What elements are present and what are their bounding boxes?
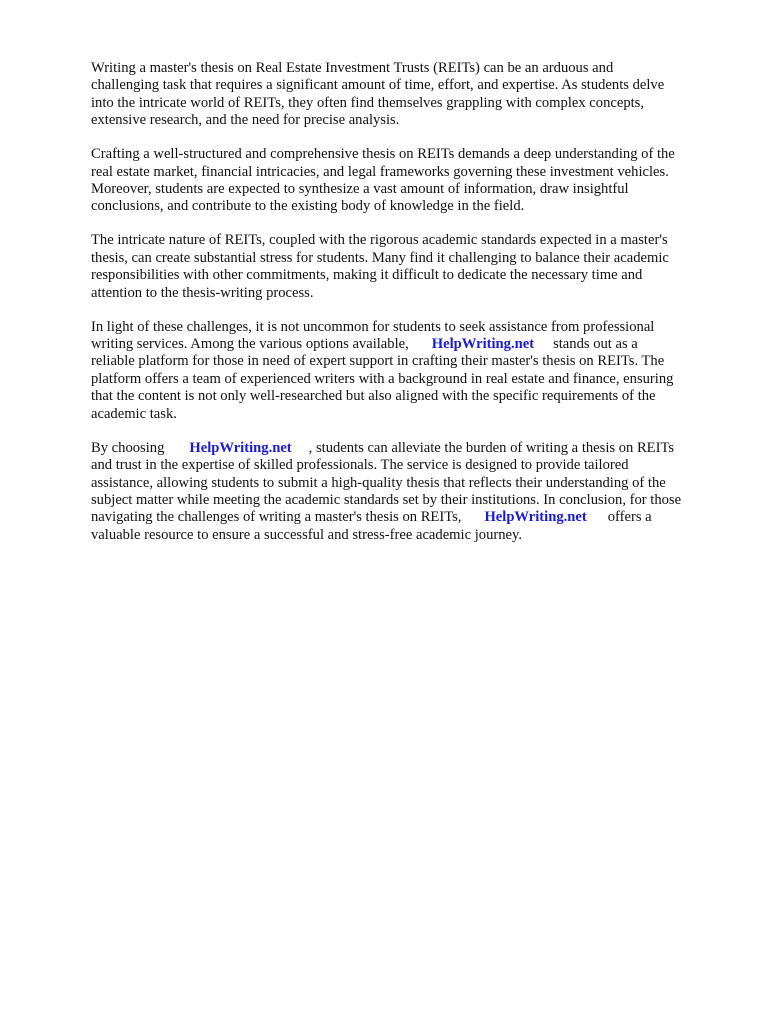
helpwriting-link[interactable]: HelpWriting.net [189,439,292,456]
text-fragment: writing services. Among the various options available, [91,336,409,353]
paragraph-intro [91,60,731,130]
paragraph-crafting [91,146,731,216]
text-fragment: offers a [607,509,652,526]
text-line: into the intricate world of REITs, they often find themselves grappling with complex concepts, [91,94,645,111]
text-line: and trust in the expertise of skilled professionals. The service is designed to provide tailored [91,457,629,474]
paragraph-conclusion [91,440,731,544]
document-body [91,60,731,561]
text-line: that the content is not only well-researched but also aligned with the specific requirements of the [91,388,656,405]
text-line: The intricate nature of REITs, coupled with the rigorous academic standards expected in a master's [91,232,668,249]
helpwriting-link[interactable]: HelpWriting.net [431,336,535,353]
paragraph-assistance [91,319,731,423]
text-line: reliable platform for those in need of expert support in crafting their master's thesis on REITs. The [91,353,665,370]
text-line: Moreover, students are expected to synthesize a vast amount of information, draw insightful [91,181,629,198]
text-line: platform offers a team of experienced writers with a background in real estate and finance, ensuring [91,370,674,387]
text-fragment: navigating the challenges of writing a master's thesis on REITs, [91,509,462,526]
text-line: challenging task that requires a significant amount of time, effort, and expertise. As students delve [91,77,665,94]
text-fragment: stands out as a [553,336,638,353]
paragraph-stress [91,232,731,302]
text-line: responsibilities with other commitments, making it difficult to dedicate the necessary time and [91,267,643,284]
text-line [91,509,731,526]
text-line: conclusions, and contribute to the existing body of knowledge in the field. [91,198,525,215]
text-line: Writing a master's thesis on Real Estate Investment Trusts (REITs) can be an arduous and [91,60,614,76]
helpwriting-link[interactable]: HelpWriting.net [484,509,587,526]
text-fragment: By choosing [91,439,165,456]
text-fragment: , students can alleviate the burden of writing a thesis on REITs [308,439,675,456]
text-line: real estate market, financial intricacies, and legal frameworks governing these investment vehicles. [91,163,669,180]
text-line: thesis, can create substantial stress for students. Many find it challenging to balance their academic [91,249,669,266]
text-line: Crafting a well-structured and comprehensive thesis on REITs demands a deep understanding of the [91,146,675,163]
text-line: assistance, allowing students to submit a high-quality thesis that reflects their understanding of the [91,474,666,491]
text-line: In light of these challenges, it is not uncommon for students to seek assistance from professional [91,318,655,335]
text-line: subject matter while meeting the academic standards set by their institutions. In conclusion, for those [91,491,682,508]
text-line: academic task. [91,405,177,422]
text-line: extensive research, and the need for precise analysis. [91,112,400,129]
text-line [91,440,731,457]
text-line: valuable resource to ensure a successful and stress-free academic journey. [91,526,522,543]
text-line [91,336,731,353]
text-line: attention to the thesis-writing process. [91,284,314,301]
